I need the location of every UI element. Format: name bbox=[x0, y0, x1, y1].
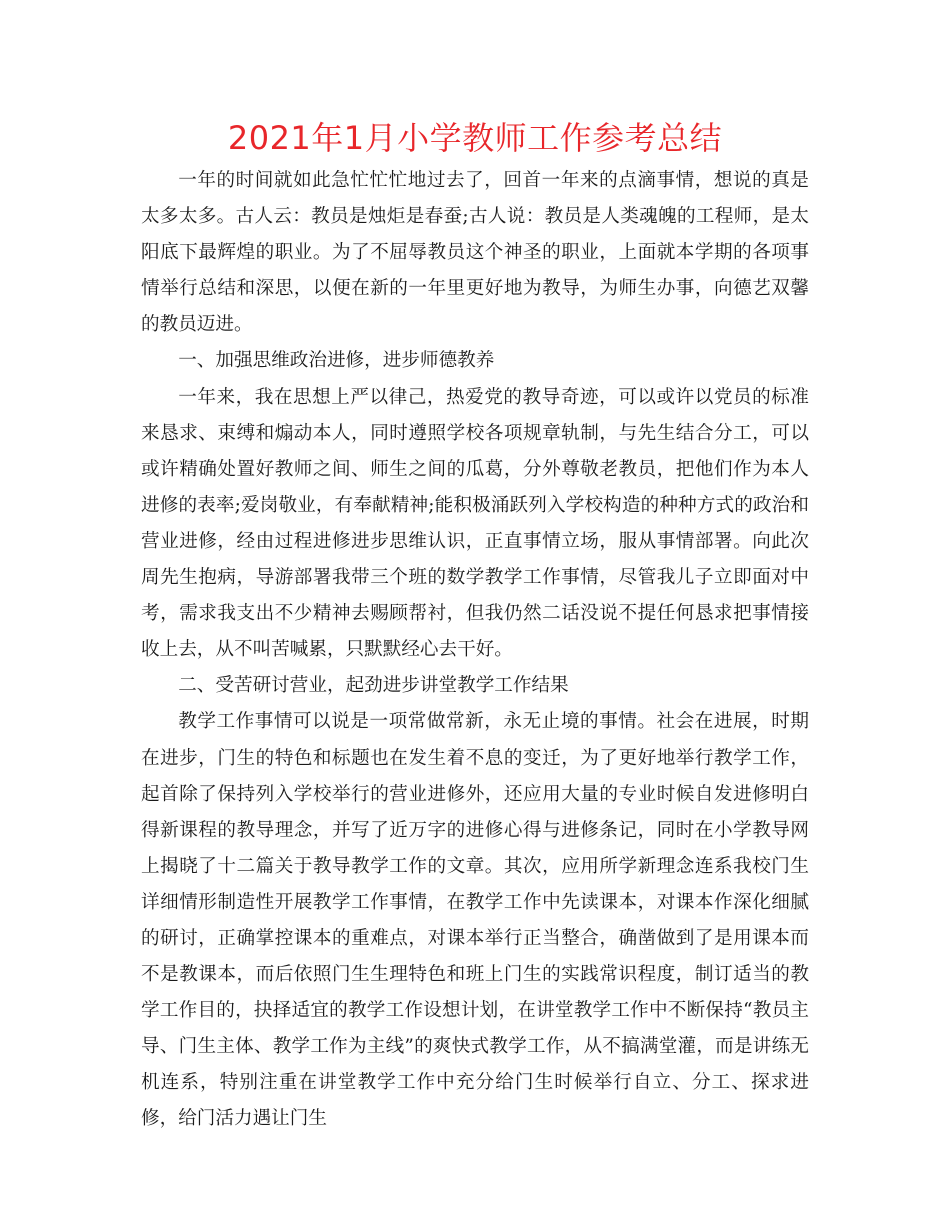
section-heading-2: 二、受苦研讨营业，起劲进步讲堂教学工作结果 bbox=[178, 675, 569, 697]
section-heading-1: 一、加强思维政治进修，进步师德教养 bbox=[178, 350, 495, 372]
section-2-paragraph: 教学工作事情可以说是一项常做常新，永无止境的事情。社会在进展，时期在进步，门生的特色和标题也在发生着不息的变迁，为了更好地举行教学工作，起首除了保持列入学校举行的营业进修外，还应用大量的专业时候自发进修明白得新课程的教导理念，并写了近万字的进修心得与进修条记，同时在小学教导网上揭晓了十二篇关于教导教学工作的文章。其次，应用所学新理念连系我校门生详细情形制造性开展教学工作事情，在教学工作中先读课本，对课本作深化细腻的研讨，正确掌控课本的重难点，对课本举行正当整合，确凿做到了是用课本而不是教课本，而后依照门生生理特色和班上门生的实践常识程度，制订适当的教学工作目的，抉择适宜的教学工作设想计划，在讲堂教学工作中不断保持“教员主导、门生主体、教学工作为主线”的爽快式教学工作，从不搞满堂灌，而是讲练无机连系，特别注重在讲堂教学工作中充分给门生时候举行自立、分工、探求进修，给门活力遇让门生 bbox=[141, 711, 809, 1130]
section-1-paragraph: 一年来，我在思想上严以律己，热爱党的教导奇迹，可以或许以党员的标准来恳求、束缚和煽动本人，同时遵照学校各项规章轨制，与先生结合分工，可以或许精确处置好教师之间、师生之间的瓜葛，分外尊敬老教员，把他们作为本人进修的表率;爱岗敬业，有奉献精神;能积极涌跃列入学校构造的种种方式的政治和营业进修，经由过程进修进步思维认识，正直事情立场，服从事情部署。向此次周先生抱病，导游部署我带三个班的数学教学工作事情，尽管我儿子立即面对中考，需求我支出不少精神去赐顾帮衬，但我仍然二话没说不提任何恳求把事情接收上去，从不叫苦喊累，只默默经心去干好。 bbox=[141, 386, 809, 661]
document-title: 2021年1月小学教师工作参考总结 bbox=[227, 119, 723, 157]
document-body bbox=[141, 163, 809, 1138]
intro-paragraph: 一年的时间就如此急忙忙忙地过去了，回首一年来的点滴事情，想说的真是太多太多。古人云：教员是烛炬是春蚕;古人说：教员是人类魂魄的工程师，是太阳底下最辉煌的职业。为了不屈辱教员这个神圣的职业，上面就本学期的各项事情举行总结和深思，以便在新的一年里更好地为教导，为师生办事，向德艺双馨的教员迈进。 bbox=[141, 170, 809, 336]
